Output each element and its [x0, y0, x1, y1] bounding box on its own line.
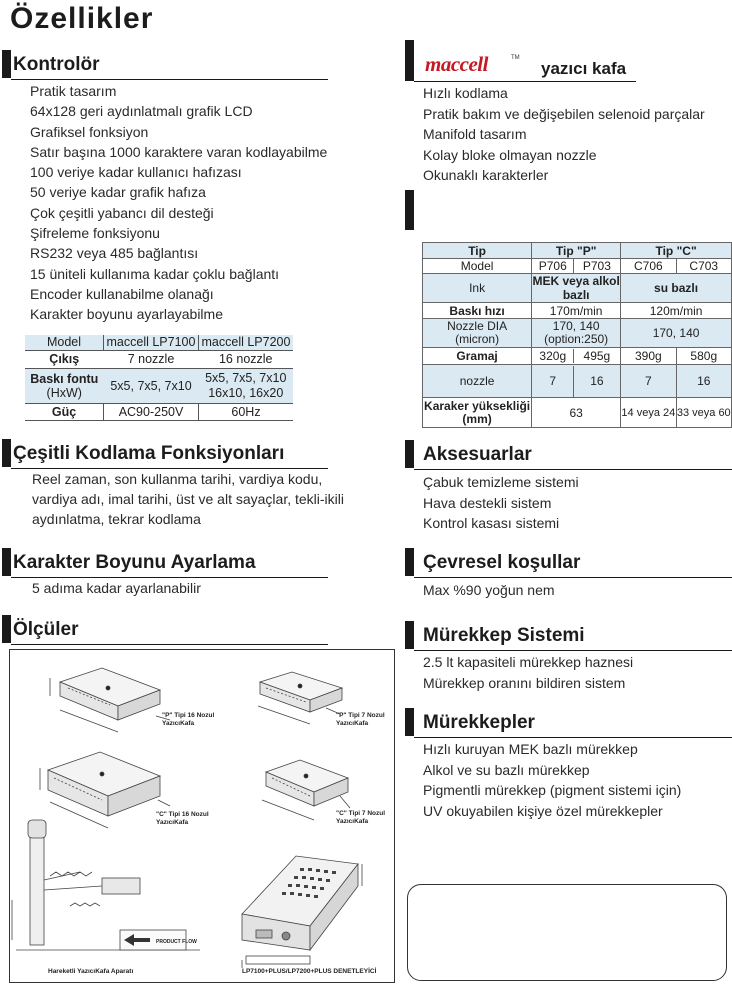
section-rule [414, 469, 732, 471]
baski-fontu-label: Baskı fontu [30, 371, 99, 386]
section-rule [414, 650, 732, 652]
gramaj-p706: 320g [539, 349, 567, 363]
aksesuarlar-header [405, 440, 732, 470]
kontrolor-feature: 100 veriye kadar kullanıcı hafızası [30, 164, 242, 181]
murekkepler-header [405, 708, 732, 738]
controller-drawing [242, 856, 362, 968]
kodlama-line: aydınlatma, tekrar kodlama [32, 511, 201, 527]
karakter-yuk-label: Karaker yüksekliği [424, 398, 531, 413]
kontrolor-feature: 50 veriye kadar grafik hafıza [30, 184, 206, 201]
kontrolor-feature: Karakter boyunu ayarlayabilme [30, 306, 223, 323]
kodlama-text [32, 469, 344, 529]
trademark-mark: TM [511, 55, 520, 61]
yazici-feature: Hızlı kodlama [423, 85, 508, 101]
nozzle-label: nozzle [423, 365, 532, 398]
dia-c: 170, 140 [621, 319, 732, 348]
section-rule [11, 79, 328, 81]
guc-label: Güç [25, 403, 104, 420]
section-marker [2, 50, 11, 78]
caption-c16-line2: YazıcıKafa [156, 819, 189, 826]
section-rule [11, 644, 328, 646]
section-marker [405, 440, 414, 468]
section-marker [2, 439, 11, 467]
print-head-spec-table [422, 242, 732, 428]
cevresel-item: Max %90 yoğun nem [423, 582, 555, 598]
tip-c-header: Tip "C" [621, 243, 732, 259]
ink-p: MEK veya alkol bazlı [532, 274, 620, 302]
karakter-yuk-unit: (mm) [462, 411, 492, 426]
murekkep-sistemi-item: 2.5 lt kapasiteli mürekkep haznesi [423, 654, 634, 670]
caption-kontrol: LP7100+PLUS/LP7200+PLUS DENETLEYİCİ [242, 968, 377, 975]
product-flow-label: PRODUCT FLOW [156, 939, 197, 945]
aksesuar-items [423, 472, 579, 534]
gramaj-p703: 495g [573, 349, 620, 363]
caption-c16-line1: "C" Tipi 16 Nozul [156, 811, 209, 818]
guc-lp7200: 60Hz [199, 403, 294, 420]
aksesuar-item: Hava destekli sistem [423, 494, 552, 511]
empty-note-box [407, 884, 727, 981]
murekkep-item: Hızlı kuruyan MEK bazlı mürekkep [423, 741, 638, 757]
karakter-text: 5 adıma kadar ayarlanabilir [32, 580, 201, 596]
caption-p16-line2: YazıcıKafa [162, 720, 195, 727]
kontrolor-feature: 15 üniteli kullanıma kadar çoklu bağlantı [30, 265, 280, 282]
caption-p7 [336, 712, 385, 728]
section-marker [2, 548, 11, 576]
yazici-feature: Pratik bakım ve değişebilen selenoid parçalar [423, 105, 705, 122]
yazici-heading: yazıcı kafa [541, 59, 627, 78]
cevresel-header [405, 548, 732, 578]
hiz-c: 120m/min [621, 303, 732, 319]
print-head-p16-drawing [50, 668, 160, 732]
model-p-cell [532, 259, 621, 274]
nozzle-dia-unit: (micron) [455, 332, 500, 346]
model-c706: C706 [621, 259, 676, 274]
page-title: Özellikler [10, 2, 154, 35]
kodlama-line: Reel zaman, son kullanma tarihi, vardiya kodu, [32, 471, 323, 487]
kodlama-heading: Çeşitli Kodlama Fonksiyonları [13, 443, 285, 464]
kodlama-line: vardiya adı, imal tarihi, üst ve alt sayaçlar, tekli-ikili [32, 491, 344, 507]
kontrolor-feature: RS232 veya 485 bağlantısı [30, 245, 199, 262]
kontrolor-feature: Encoder kullanabilme olanağı [30, 285, 214, 302]
baski-fontu-sub: (HxW) [46, 385, 82, 400]
gramaj-p-cell [532, 348, 621, 365]
cikis-label: Çıkış [25, 350, 104, 368]
tip-p-header: Tip "P" [532, 243, 621, 259]
yazici-feature: Kolay bloke olmayan nozzle [423, 146, 597, 163]
model-lp7100: maccell LP7100 [104, 335, 199, 350]
nozzle-p703: 16 [573, 366, 620, 397]
ky-p: 63 [532, 398, 621, 428]
yazici-features [423, 83, 705, 186]
ky-c703: 33 veya 60 [676, 398, 731, 428]
murekkep-item: UV okuyabilen kişiye özel mürekkepler [423, 803, 663, 820]
section-rule [414, 737, 732, 739]
cevresel-heading: Çevresel koşullar [423, 552, 581, 573]
kontrolor-feature: Çok çeşitli yabancı dil desteği [30, 204, 214, 221]
kontrolor-feature: 64x128 geri aydınlatmalı grafik LCD [30, 103, 253, 120]
nozzle-p-cell [532, 365, 621, 398]
yazici-feature: Manifold tasarım [423, 126, 527, 143]
karakter-heading: Karakter Boyunu Ayarlama [13, 552, 256, 573]
gramaj-c706: 390g [621, 348, 676, 365]
tip-label: Tip [423, 243, 532, 259]
murekkep-sistemi-items [423, 652, 633, 693]
print-head-p7-drawing [258, 672, 342, 724]
murekkep-item: Pigmentli mürekkep (pigment sistemi için) [423, 782, 682, 799]
ink-label: Ink [423, 274, 532, 303]
baski-fontu-lp7200-b: 16x10, 16x20 [208, 385, 284, 400]
kontrolor-feature: Şifreleme fonksiyonu [30, 225, 160, 242]
section-marker [2, 615, 11, 643]
murekkep-item: Alkol ve su bazlı mürekkep [423, 761, 590, 778]
guc-lp7100: AC90-250V [104, 403, 199, 420]
kontrolor-header [2, 50, 328, 80]
model-lp7200: maccell LP7200 [199, 335, 294, 350]
moving-bracket-drawing [12, 820, 200, 950]
baski-fontu-lp7100: 5x5, 7x5, 7x10 [104, 368, 199, 403]
ink-c: su bazlı [621, 274, 732, 303]
karakter-header [2, 548, 328, 578]
kodlama-header [2, 439, 328, 469]
model-label: Model [423, 259, 532, 274]
baski-hizi-label: Baskı hızı [423, 303, 532, 319]
baski-fontu-label-cell [25, 368, 104, 403]
section-marker [405, 621, 414, 649]
section-rule [414, 81, 636, 83]
cikis-lp7100: 7 nozzle [104, 350, 199, 368]
murekkep-sistemi-header [405, 621, 732, 651]
dimension-drawings-box [9, 649, 395, 983]
cikis-lp7200: 16 nozzle [199, 350, 294, 368]
kontrolor-feature: Grafiksel fonksiyon [30, 123, 149, 140]
kontrolor-feature: Satır başına 1000 karaktere varan kodlayabilme [30, 143, 328, 160]
aksesuarlar-heading: Aksesuarlar [423, 444, 532, 465]
hiz-p: 170m/min [532, 303, 621, 319]
model-label: Model [25, 335, 104, 350]
caption-c16 [156, 811, 209, 827]
cevresel-items [423, 580, 555, 600]
murekkep-sistemi-heading: Mürekkep Sistemi [423, 625, 585, 646]
kontrolor-heading: Kontrolör [13, 54, 100, 75]
murekkep-sistemi-item: Mürekkep oranını bildiren sistem [423, 674, 626, 691]
karakter-yuk-label-cell [423, 398, 532, 428]
nozzle-p706: 7 [549, 373, 557, 388]
nozzle-c706: 7 [621, 365, 676, 398]
aksesuar-item: Çabuk temizleme sistemi [423, 474, 579, 490]
caption-p16-line1: "P" Tipi 16 Nozul [162, 712, 215, 719]
section-marker [405, 708, 414, 736]
gramaj-label: Gramaj [423, 348, 532, 365]
controller-spec-table [25, 335, 293, 421]
gramaj-c703: 580g [676, 348, 731, 365]
section-marker [405, 548, 414, 576]
olculer-header [2, 615, 328, 645]
nozzle-dia-label: Nozzle DIA [447, 319, 508, 333]
murekkepler-items [423, 739, 681, 822]
murekkepler-heading: Mürekkepler [423, 712, 535, 733]
caption-c7-line2: YazıcıKafa [336, 818, 369, 825]
caption-p16 [162, 712, 214, 728]
kontrolor-feature: Pratik tasarım [30, 83, 117, 99]
caption-p7-line2: YazıcıKafa [336, 720, 369, 727]
caption-c7 [336, 810, 385, 826]
section-marker [405, 40, 414, 81]
olculer-heading: Ölçüler [13, 619, 79, 640]
caption-p7-line1: "P" Tipi 7 Nozul [336, 712, 385, 719]
ky-c706: 14 veya 24 [621, 398, 676, 428]
nozzle-dia-label-cell [423, 319, 532, 348]
section-marker [405, 190, 414, 230]
caption-c7-line1: "C" Tipi 7 Nozul [336, 810, 386, 817]
logo-text: maccell [425, 52, 488, 76]
section-rule [414, 577, 732, 579]
nozzle-c703: 16 [676, 365, 731, 398]
model-p706: P706 [538, 259, 567, 273]
aksesuar-item: Kontrol kasası sistemi [423, 515, 560, 532]
model-c703: C703 [676, 259, 731, 274]
dia-p-2: (option:250) [544, 332, 609, 346]
yazici-feature: Okunaklı karakterler [423, 167, 549, 184]
caption-aparat: Hareketli YazıcıKafa Aparatı [48, 968, 134, 975]
model-p703: P703 [573, 259, 620, 273]
dia-p-1: 170, 140 [552, 319, 600, 333]
kontrolor-features [30, 81, 327, 325]
dia-p-cell [532, 319, 621, 348]
baski-fontu-lp7200-a: 5x5, 7x5, 7x10 [205, 370, 287, 385]
print-head-c16-drawing [40, 752, 160, 828]
maccell-logo [425, 52, 488, 77]
baski-fontu-lp7200-cell [199, 368, 294, 403]
